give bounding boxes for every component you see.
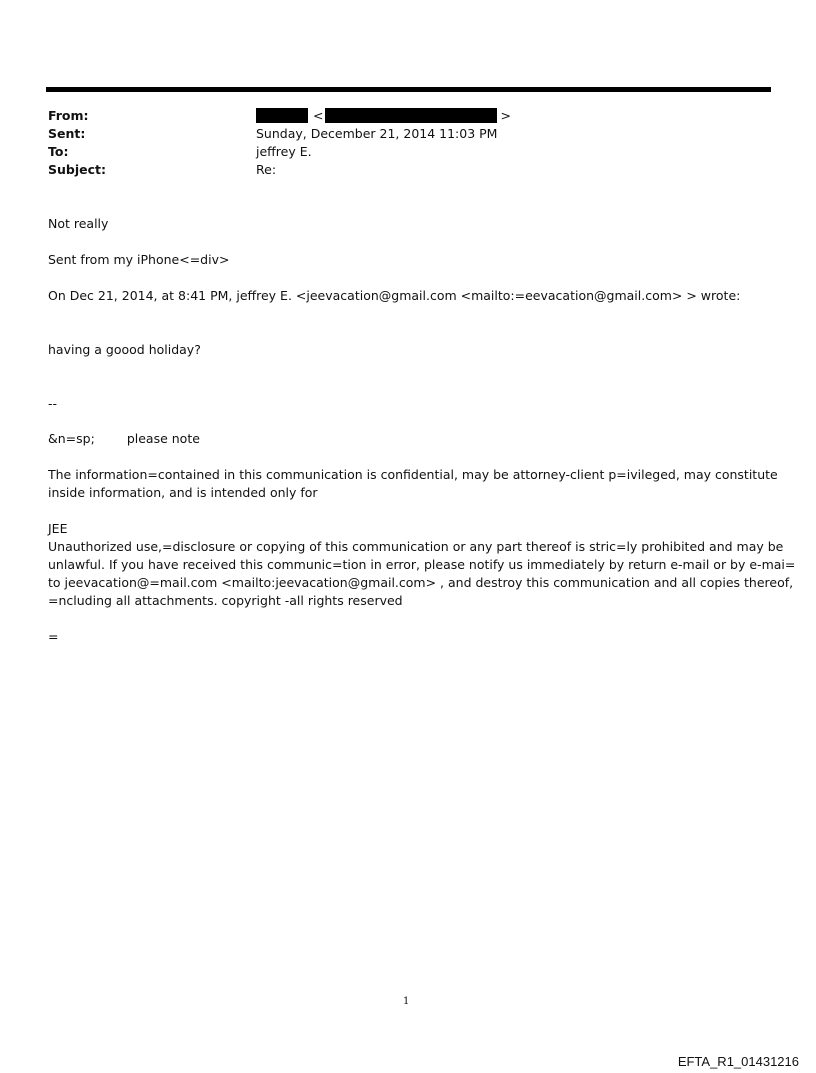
redacted-sender-email xyxy=(325,108,497,123)
document-id: EFTA_R1_01431216 xyxy=(677,1054,799,1069)
header-rule xyxy=(46,87,771,92)
to-label: To: xyxy=(48,144,69,159)
unauthorized-line-3: to jeevacation@=mail.com <mailto:jeevacation@gmail.com> , and destroy this communication and all copies thereof, xyxy=(48,575,794,590)
note-text: please note xyxy=(126,431,200,446)
sent-value: Sunday, December 21, 2014 11:03 PM xyxy=(256,126,498,141)
unauthorized-line-1: Unauthorized use,=disclosure or copying of this communication or any part thereof is stric=ly prohibited and may be xyxy=(48,539,784,554)
signature-text: Sent from my iPhone<=div> xyxy=(48,252,230,267)
disclaimer-line-2: inside information, and is intended only for xyxy=(48,485,318,500)
page-number: 1 xyxy=(403,996,410,1007)
from-label: From: xyxy=(48,108,89,123)
trailing-equals: = xyxy=(48,629,59,644)
from-angle-close: > xyxy=(500,108,511,123)
jee-text: JEE xyxy=(48,521,68,536)
disclaimer-line-1: The information=contained in this communication is confidential, may be attorney-client p=ivileged, may constitute xyxy=(48,467,778,482)
quote-intro: On Dec 21, 2014, at 8:41 PM, jeffrey E. <jeevacation@gmail.com <mailto:=eevacation@gmail.com> > wrote: xyxy=(48,288,741,303)
to-value: jeffrey E. xyxy=(256,144,312,159)
subject-value: Re: xyxy=(256,162,277,177)
quoted-message: having a goood holiday? xyxy=(48,342,201,357)
redacted-sender-name xyxy=(256,108,308,123)
from-value xyxy=(256,107,511,125)
reply-text: Not really xyxy=(48,216,109,231)
unauthorized-line-4: =ncluding all attachments. copyright -all rights reserved xyxy=(48,593,403,608)
from-angle-open: < xyxy=(313,108,324,123)
separator: -- xyxy=(48,396,58,411)
subject-label: Subject: xyxy=(48,162,106,177)
note-line xyxy=(48,430,200,448)
sent-label: Sent: xyxy=(48,126,86,141)
unauthorized-line-2: unlawful. If you have received this communic=tion in error, please notify us immediately by return e-mail or by e-mai= xyxy=(48,557,796,572)
note-prefix: &n=sp; xyxy=(48,431,95,446)
